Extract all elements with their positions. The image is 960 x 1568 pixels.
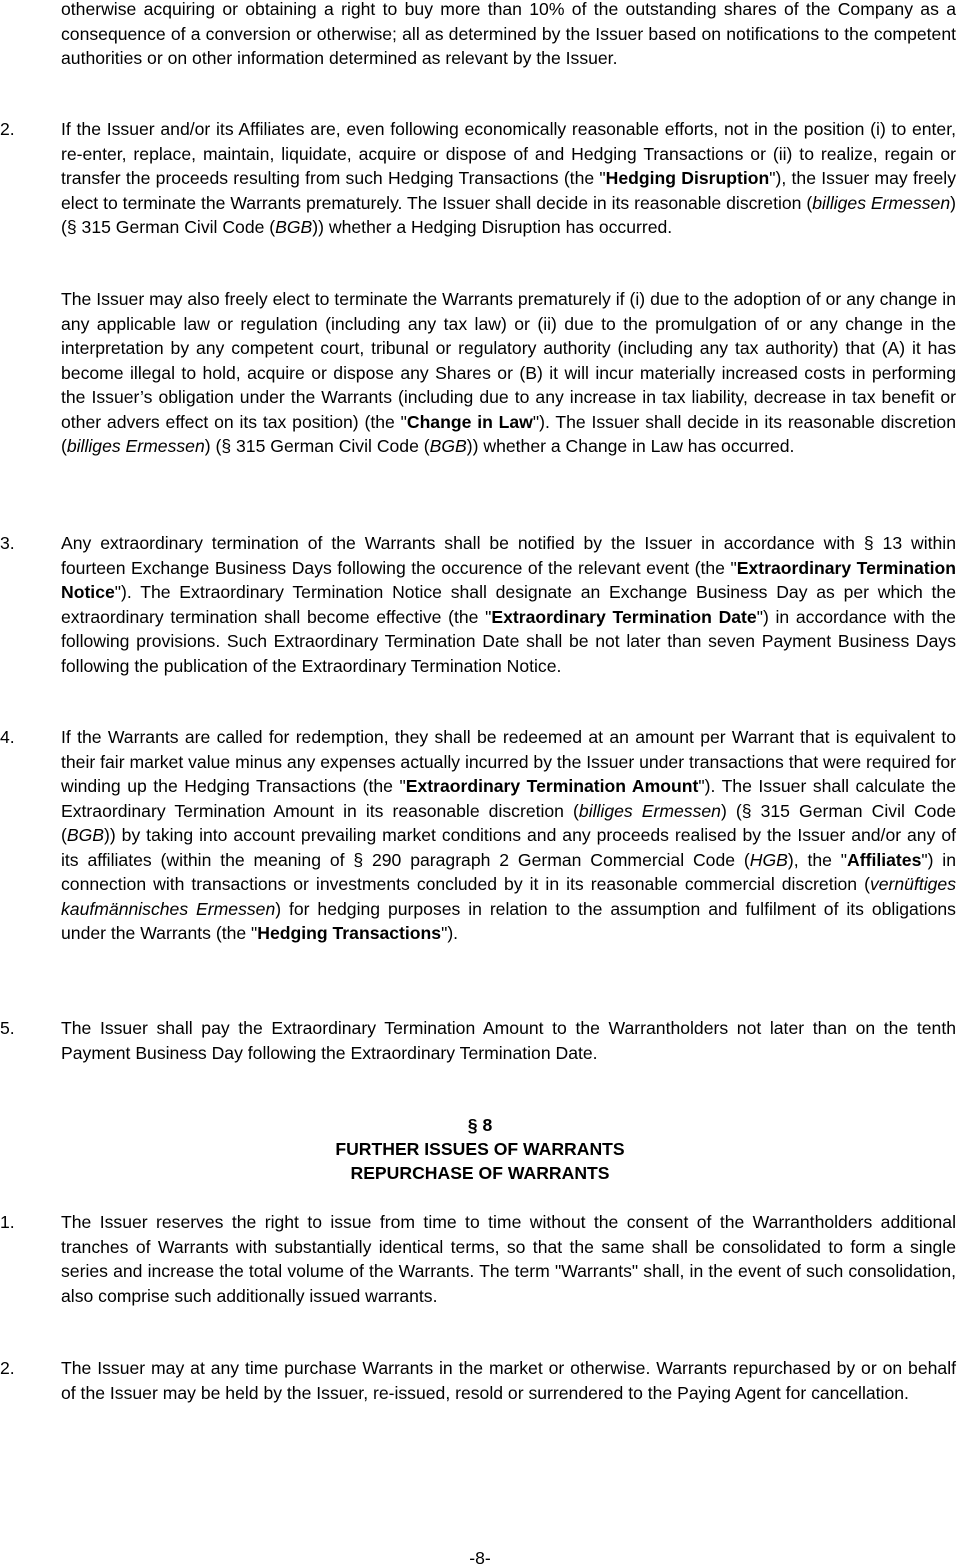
section-symbol: § 8 xyxy=(467,1115,493,1135)
section-item-number-2: 2. xyxy=(0,1358,15,1378)
item-number-3: 3. xyxy=(0,533,15,553)
item-2-paragraph-2: The Issuer may also freely elect to terminate the Warrants prematurely if (i) due to the adoption of or any change in any applicable law or regulation (including any tax law) or (ii) due to the promulgation of or any change in the interpretation by any competent court, tribunal or regulatory authority (including any tax authority) that (A) it has become illegal to hold, acquire or dispose any Shares or (B) it will incur materially increased costs in performing the Issuer’s obligation under the Warrants (including due to any increase in tax liability, decrease in tax benefit or other advers effect on its tax position) (the "Change in Law"). The Issuer shall decide in its reasonable discretion (billiges Ermessen) (§ 315 German Civil Code (BGB)) whether a Change in Law has occurred. xyxy=(61,289,956,456)
section-item-1-paragraph: The Issuer reserves the right to issue from time to time without the consent of the Warrantholders additional tranches of Warrants with substantially identical terms, so that the same shall be consolidated to form a single series and increase the total volume of the Warrants. The term "Warrants" shall, in the event of such consolidation, also comprise such additionally issued warrants. xyxy=(61,1212,956,1306)
item-4-paragraph: If the Warrants are called for redemption, they shall be redeemed at an amount per Warrant that is equivalent to their fair market value minus any expenses actually incurred by the Issuer under transactions that were required for winding up the Hedging Transactions (the "Extraordinary Termination Amount"). The Issuer shall calculate the Extraordinary Termination Amount in its reasonable discretion (billiges Ermessen) (§ 315 German Civil Code (BGB)) by taking into account prevailing market conditions and any proceeds realised by the Issuer and/or any of its affiliates (within the meaning of § 290 paragraph 2 German Commercial Code (HGB), the "Affiliates") in connection with transactions or investments concluded by it in its reasonable commercial discretion (vernüftiges kaufmännisches Ermessen) for hedging purposes in relation to the assumption and fulfilment of its obligations under the Warrants (the "Hedging Transactions"). xyxy=(61,727,957,943)
item-5-paragraph: The Issuer shall pay the Extraordinary Termination Amount to the Warrantholders not later than on the tenth Payment Business Day following the Extraordinary Termination Date. xyxy=(61,1018,956,1063)
intro-paragraph: otherwise acquiring or obtaining a right to buy more than 10% of the outstanding shares of the Company as a consequence of a conversion or otherwise; all as determined by the Issuer based on notifications to the competent authorities or on other information determined as relevant by the Issuer. xyxy=(61,0,956,68)
item-3-paragraph: Any extraordinary termination of the Warrants shall be notified by the Issuer in accordance with § 13 within fourteen Exchange Business Days following the occurence of the relevant event (the "Extraordinary Termination Notice"). The Extraordinary Termination Notice shall designate an Exchange Business Day as per which the extraordinary termination shall become effective (the "Extraordinary Termination Date") in accordance with the following provisions. Such Extraordinary Termination Date shall be not later than seven Payment Business Days following the publication of the Extraordinary Termination Notice. xyxy=(61,533,956,676)
item-number-5: 5. xyxy=(0,1018,15,1038)
section-item-number-1: 1. xyxy=(0,1212,15,1232)
section-title-line-1: FURTHER ISSUES OF WARRANTS xyxy=(335,1139,625,1159)
section-item-2-paragraph: The Issuer may at any time purchase Warrants in the market or otherwise. Warrants repurchased by or on behalf of the Issuer may be held by the Issuer, re-issued, resold or surrendered to the Paying Agent for cancellation. xyxy=(61,1358,956,1403)
section-title-line-2: REPURCHASE OF WARRANTS xyxy=(350,1163,610,1183)
item-2-paragraph-1: If the Issuer and/or its Affiliates are, even following economically reasonable efforts, not in the position (i) to enter, re-enter, replace, maintain, liquidate, acquire or dispose of and Hedging Transactions or (ii) to realize, regain or transfer the proceeds resulting from such Hedging Transactions (the "Hedging Disruption"), the Issuer may freely elect to terminate the Warrants prematurely. The Issuer shall decide in its reasonable discretion (billiges Ermessen) (§ 315 German Civil Code (BGB)) whether a Hedging Disruption has occurred. xyxy=(61,119,956,237)
item-number-4: 4. xyxy=(0,727,15,747)
item-number-2: 2. xyxy=(0,119,15,139)
page-number: -8- xyxy=(469,1548,491,1568)
